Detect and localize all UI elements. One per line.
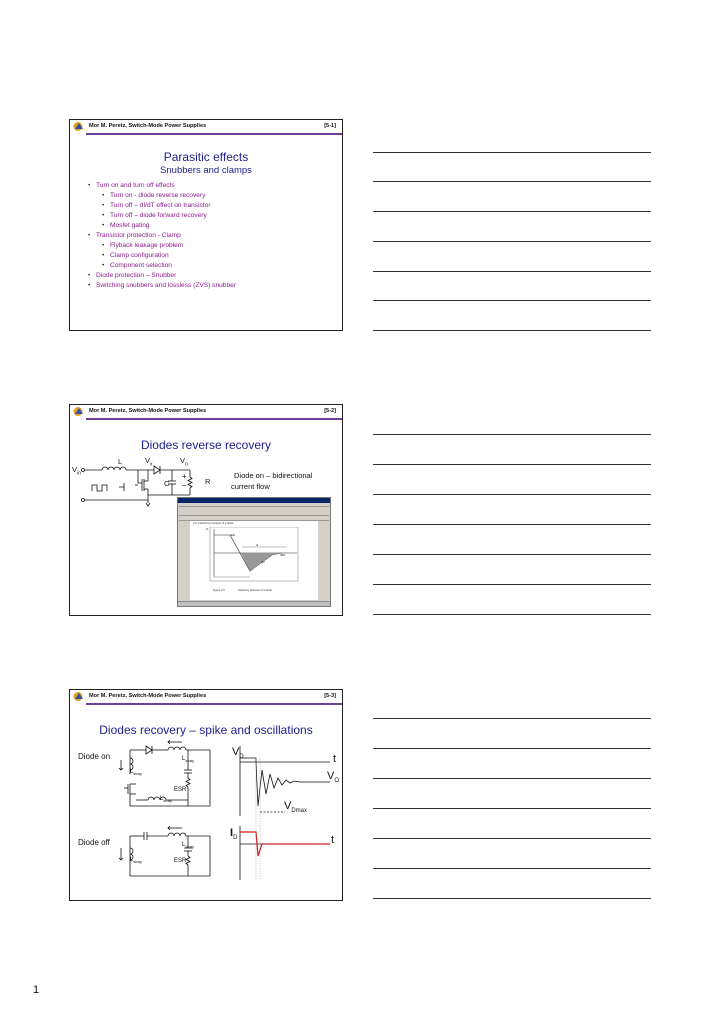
diode-off-label: Diode off	[78, 838, 110, 847]
vo-label: $V_o$	[180, 456, 188, 468]
note-line	[373, 300, 651, 301]
slide-title: Diodes recovery – spike and oscillations	[99, 723, 313, 737]
bullet-item: • Turn off – diode forward recovery	[88, 211, 236, 221]
note-line	[373, 808, 651, 809]
bullet-item: • Turn on and turn off effects	[88, 181, 236, 191]
slide-subtitle: Snubbers and clamps	[160, 165, 252, 176]
note-line	[373, 241, 651, 242]
slide-3	[69, 689, 343, 901]
note-line	[373, 211, 651, 212]
slide-title: Parasitic effects	[163, 150, 249, 164]
inductor-label: L	[118, 457, 123, 466]
resistor-label: R	[205, 477, 211, 486]
slide-number: [5-2]	[324, 408, 336, 414]
lstray-label: $L_{stray}$	[182, 842, 195, 850]
diode-switching-graph	[202, 527, 302, 585]
slide-author: Mor M. Peretz, Switch-Mode Power Supplies	[89, 408, 207, 414]
slide-header	[70, 405, 342, 419]
plus-label: +	[182, 472, 187, 481]
note-line	[373, 271, 651, 272]
screenshot-section-title: 2.2.1 Switching behavior of a diode	[193, 522, 234, 525]
note-line	[373, 868, 651, 869]
header-divider	[86, 418, 342, 420]
lstray-label: $L_{stray}$	[130, 769, 143, 777]
bullet-item: • Turn on - diode reverse recovery	[88, 191, 236, 201]
embedded-screenshot	[177, 497, 331, 607]
bullet-item: • Turn off – dI/dT effect on transistor	[88, 201, 236, 211]
bullet-item: • Switching snubbers and lossless (ZVS) snubber	[88, 281, 236, 291]
slide-number: [5-1]	[324, 123, 336, 129]
vdmax-label: $V_{Dmax}$	[284, 800, 308, 815]
note-line	[373, 330, 651, 331]
slide-2	[69, 404, 343, 616]
note-line	[373, 181, 651, 182]
graph-label: iF	[206, 528, 209, 531]
vd-axis-label: $V_D$	[232, 746, 244, 761]
time-axis-label: t	[333, 753, 337, 765]
university-logo-icon	[73, 121, 85, 132]
header-divider	[86, 133, 342, 135]
slide-header	[70, 120, 342, 134]
slide-author: Mor M. Peretz, Switch-Mode Power Supplies	[89, 693, 207, 699]
note-text: Diode on – bidirectional	[234, 471, 313, 480]
note-line	[373, 584, 651, 585]
note-line	[373, 464, 651, 465]
header-divider	[86, 703, 342, 705]
page-number: 1	[33, 984, 40, 996]
note-line	[373, 838, 651, 839]
diode-on-label: Diode on	[78, 752, 111, 761]
bullet-list	[88, 181, 236, 291]
bullet-item: • Mosfet gating	[88, 221, 236, 231]
note-line	[373, 494, 651, 495]
slide-title: Diodes reverse recovery	[140, 438, 272, 452]
time-axis-label: t	[331, 834, 335, 846]
note-line	[373, 434, 651, 435]
note-line	[373, 748, 651, 749]
capacitor-label: C	[164, 479, 170, 488]
slide-number: [5-3]	[324, 693, 336, 699]
note-line	[373, 718, 651, 719]
graph-label: di/dt	[230, 534, 235, 537]
bullet-item: • Transistor protection - Clamp	[88, 231, 236, 241]
bullet-item: • Diode protection – Snubber	[88, 271, 236, 281]
university-logo-icon	[73, 691, 85, 702]
figure-caption: Switching behavior of a diode	[238, 589, 272, 592]
lstray-label: $L_{stray}$	[182, 756, 195, 764]
slide-header	[70, 690, 342, 704]
graph-label: IRM	[280, 554, 285, 557]
note-line	[373, 152, 651, 153]
note-line	[373, 778, 651, 779]
esr-label: ESR	[174, 787, 187, 793]
note-text: current flow	[231, 482, 270, 491]
lstray-label: $L_{stray}$	[130, 857, 143, 865]
vo-label: $V_O$	[327, 770, 340, 785]
vx-label: $V_x$	[145, 456, 153, 468]
bullet-item: • Clamp configuration	[88, 251, 236, 261]
note-line	[373, 554, 651, 555]
bullet-item: • Flyback leakage problem	[88, 241, 236, 251]
lstray-label: $L_{stray}$	[160, 796, 173, 804]
esr-label: ESR	[174, 858, 187, 864]
note-line	[373, 898, 651, 899]
graph-label: ta	[256, 544, 259, 547]
slide-1	[69, 119, 343, 331]
bullet-item: • Component selection	[88, 261, 236, 271]
minus-label: −	[182, 481, 187, 490]
figure-caption: Figure 2.5	[213, 589, 225, 592]
graph-label: Qrr	[261, 561, 265, 564]
vin-label: $V_{in}$	[72, 465, 81, 477]
id-axis-label: $I_D$	[230, 827, 238, 842]
note-line	[373, 524, 651, 525]
note-line	[373, 614, 651, 615]
slide-author: Mor M. Peretz, Switch-Mode Power Supplies	[89, 123, 207, 129]
diode-off-circuit	[118, 826, 218, 881]
university-logo-icon	[73, 406, 85, 417]
